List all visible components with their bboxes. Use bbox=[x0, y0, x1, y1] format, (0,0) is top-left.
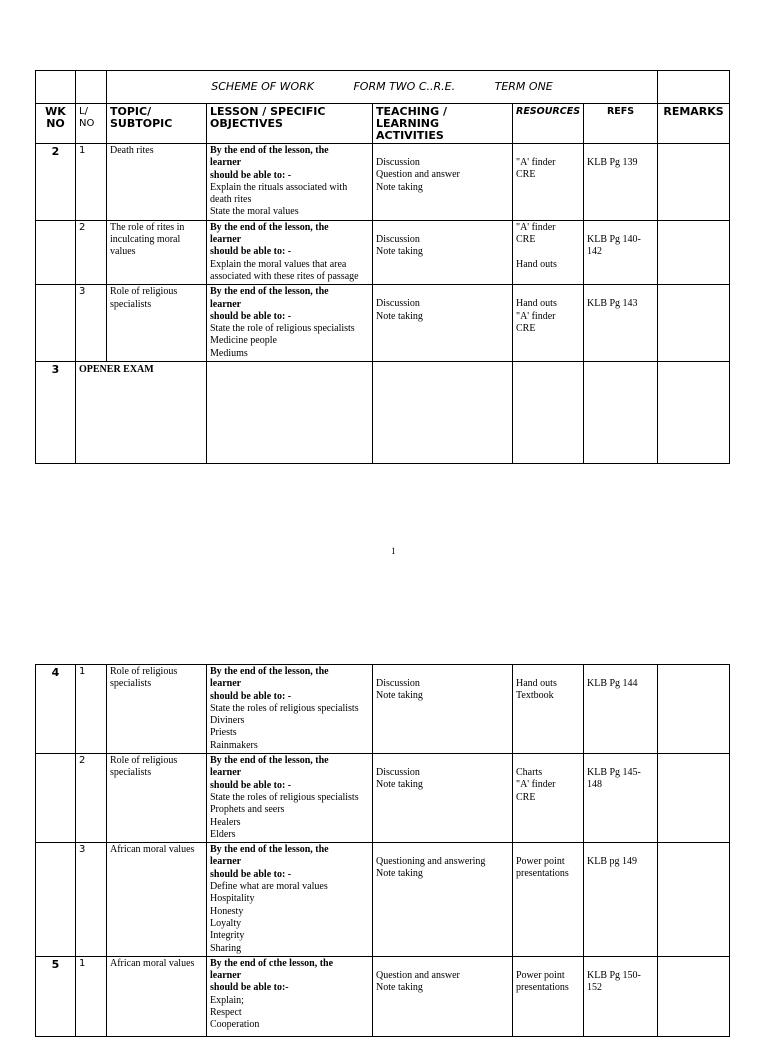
resource-line: CRE bbox=[516, 234, 536, 246]
lesson-number: 1 bbox=[76, 956, 107, 1036]
activity-line: Discussion bbox=[376, 157, 420, 168]
remarks-cell bbox=[658, 956, 730, 1036]
topic-cell: African moral values bbox=[107, 956, 207, 1036]
refs-cell: KLB Pg 150-152 bbox=[584, 956, 658, 1036]
resource-line: CRE bbox=[516, 322, 536, 334]
resource-line: Power point presentations bbox=[516, 969, 569, 994]
objectives-cell bbox=[207, 220, 373, 284]
activity-line: Discussion bbox=[376, 678, 420, 689]
resource-line: "A' finder bbox=[516, 779, 556, 791]
title-form: FORM TWO C..R.E. bbox=[353, 80, 456, 93]
week-number bbox=[36, 843, 76, 957]
page-number: 1 bbox=[391, 546, 396, 556]
objective-line: Healers bbox=[210, 816, 241, 828]
activity-line: Questioning and answering bbox=[376, 856, 486, 868]
objective-intro-line: should be able to: - bbox=[210, 779, 292, 791]
objective-line: Integrity bbox=[210, 930, 245, 942]
activity-line: Note taking bbox=[376, 690, 423, 702]
resource-line: "A' finder bbox=[516, 221, 556, 233]
lesson-row bbox=[36, 956, 730, 1036]
week-number: 3 bbox=[36, 362, 76, 464]
objective-line: Hospitality bbox=[210, 893, 255, 905]
objective-line: Explain; bbox=[210, 994, 244, 1006]
objective-line: Explain the moral values that area bbox=[210, 258, 347, 270]
activity-line: Discussion bbox=[376, 233, 420, 245]
week-number: 2 bbox=[36, 144, 76, 221]
refs-cell: KLB Pg 143 bbox=[584, 285, 658, 362]
activity-line: Discussion bbox=[376, 298, 420, 310]
resources-cell bbox=[513, 754, 584, 843]
resource-line: Charts bbox=[516, 767, 543, 779]
activity-line: Note taking bbox=[376, 779, 423, 791]
opener-exam-label: OPENER EXAM bbox=[76, 362, 207, 464]
objective-intro-line: learner bbox=[210, 767, 242, 779]
objective-line: Priests bbox=[210, 727, 237, 739]
lesson-row bbox=[36, 665, 730, 754]
objective-intro-line: should be able to: - bbox=[210, 246, 292, 258]
refs-cell: KLB Pg 140-142 bbox=[584, 220, 658, 284]
resources-cell bbox=[513, 220, 584, 284]
activity-line: Question and answer bbox=[376, 969, 460, 981]
header-activities: TEACHING / LEARNING ACTIVITIES bbox=[373, 104, 513, 144]
topic-cell: The role of rites in inculcating moral values bbox=[107, 220, 207, 284]
resource-line: Textbook bbox=[516, 690, 554, 702]
activities-cell bbox=[373, 220, 513, 284]
refs-cell: KLB pg 149 bbox=[584, 843, 658, 957]
objective-intro-line: should be able to: - bbox=[210, 690, 292, 702]
empty-cell bbox=[207, 362, 373, 464]
empty-cell bbox=[373, 362, 513, 464]
objective-intro-line: learner bbox=[210, 678, 242, 690]
objective-intro-line: learner bbox=[210, 157, 242, 169]
lesson-row bbox=[36, 220, 730, 284]
objective-intro-line: learner bbox=[210, 856, 242, 868]
objective-line: State the roles of religious specialists bbox=[210, 791, 359, 803]
activity-line: Question and answer bbox=[376, 169, 460, 181]
header-remarks: REMARKS bbox=[658, 104, 730, 144]
resources-cell bbox=[513, 665, 584, 754]
lesson-row bbox=[36, 285, 730, 362]
remarks-cell bbox=[658, 144, 730, 221]
week-number: 4 bbox=[36, 665, 76, 754]
lesson-number: 2 bbox=[76, 754, 107, 843]
objective-intro-line: should be able to: - bbox=[210, 310, 292, 322]
activities-cell bbox=[373, 144, 513, 221]
objective-intro-line: By the end of the lesson, the bbox=[210, 844, 329, 856]
objective-line: Sharing bbox=[210, 942, 242, 954]
header-resources: RESOURCES bbox=[513, 104, 584, 144]
objectives-cell bbox=[207, 285, 373, 362]
resource-line: CRE bbox=[516, 169, 536, 181]
objective-intro-line: learner bbox=[210, 234, 242, 246]
lesson-number: 1 bbox=[76, 144, 107, 221]
empty-cell bbox=[584, 362, 658, 464]
header-objectives: LESSON / SPECIFIC OBJECTIVES bbox=[207, 104, 373, 144]
objectives-cell bbox=[207, 665, 373, 754]
resource-line: Hand outs bbox=[516, 298, 557, 310]
objective-line: Explain the rituals associated with bbox=[210, 181, 348, 193]
resources-cell bbox=[513, 956, 584, 1036]
lesson-number: 1 bbox=[76, 665, 107, 754]
resource-line: "A' finder bbox=[516, 157, 556, 168]
lesson-row bbox=[36, 754, 730, 843]
objective-intro-line: By the end of the lesson, the bbox=[210, 666, 329, 677]
title-row bbox=[36, 71, 730, 104]
remarks-cell bbox=[658, 220, 730, 284]
header-topic: TOPIC/ SUBTOPIC bbox=[107, 104, 207, 144]
objective-intro-line: should be able to: - bbox=[210, 868, 292, 880]
activity-line: Note taking bbox=[376, 310, 423, 322]
activity-line: Discussion bbox=[376, 767, 420, 779]
objectives-cell bbox=[207, 754, 373, 843]
resources-cell bbox=[513, 843, 584, 957]
activities-cell bbox=[373, 956, 513, 1036]
objective-intro-line: By the end of cthe lesson, the bbox=[210, 957, 334, 969]
week-number bbox=[36, 285, 76, 362]
remarks-cell bbox=[658, 665, 730, 754]
title-scheme: SCHEME OF WORK bbox=[211, 80, 314, 93]
objective-intro-line: should be able to:- bbox=[210, 982, 289, 994]
week-number bbox=[36, 220, 76, 284]
activities-cell bbox=[373, 665, 513, 754]
week-number bbox=[36, 754, 76, 843]
lesson-row bbox=[36, 144, 730, 221]
objectives-cell bbox=[207, 144, 373, 221]
lesson-number: 3 bbox=[76, 285, 107, 362]
objective-line: State the role of religious specialists bbox=[210, 323, 355, 335]
refs-cell: KLB Pg 145-148 bbox=[584, 754, 658, 843]
objective-line: Rainmakers bbox=[210, 739, 258, 751]
objective-line: Define what are moral values bbox=[210, 881, 328, 893]
objective-line: death rites bbox=[210, 194, 252, 206]
objective-line: Honesty bbox=[210, 905, 244, 917]
topic-cell: Role of religious specialists bbox=[107, 665, 207, 754]
activities-cell bbox=[373, 843, 513, 957]
lesson-number: 2 bbox=[76, 220, 107, 284]
activity-line: Note taking bbox=[376, 982, 423, 994]
objective-intro-line: By the end of the lesson, the bbox=[210, 286, 329, 298]
resource-line: Power point presentations bbox=[516, 856, 569, 880]
objective-line: Respect bbox=[210, 1007, 242, 1019]
remarks-cell bbox=[658, 754, 730, 843]
empty-cell bbox=[658, 362, 730, 464]
header-row bbox=[36, 104, 730, 144]
objective-line: Cooperation bbox=[210, 1019, 260, 1031]
resource-line: CRE bbox=[516, 791, 536, 803]
topic-cell: Role of religious specialists bbox=[107, 754, 207, 843]
header-wk-no: WK NO bbox=[36, 104, 76, 144]
scheme-of-work-table-page-2 bbox=[35, 664, 730, 1037]
document-title bbox=[107, 71, 658, 104]
objective-intro-line: By the end of the lesson, the bbox=[210, 221, 329, 233]
topic-cell: African moral values bbox=[107, 843, 207, 957]
resources-cell bbox=[513, 144, 584, 221]
objective-line: State the moral values bbox=[210, 206, 299, 218]
activities-cell bbox=[373, 754, 513, 843]
objective-line: Elders bbox=[210, 828, 236, 840]
remarks-cell bbox=[658, 843, 730, 957]
objectives-cell bbox=[207, 843, 373, 957]
topic-cell: Role of religious specialists bbox=[107, 285, 207, 362]
remarks-cell bbox=[658, 285, 730, 362]
resource-line: Hand outs bbox=[516, 678, 557, 689]
resource-line: Hand outs bbox=[516, 258, 557, 270]
page-1-rows bbox=[36, 144, 730, 464]
activity-line: Note taking bbox=[376, 868, 423, 880]
objective-intro-line: By the end of the lesson, the bbox=[210, 755, 329, 767]
lesson-number: 3 bbox=[76, 843, 107, 957]
objective-line: associated with these rites of passage bbox=[210, 270, 359, 282]
refs-cell: KLB Pg 144 bbox=[584, 665, 658, 754]
objective-line: State the roles of religious specialists bbox=[210, 702, 359, 714]
scheme-of-work-table-page-1 bbox=[35, 70, 730, 464]
resource-line: "A' finder bbox=[516, 310, 556, 322]
resources-cell bbox=[513, 285, 584, 362]
refs-cell: KLB Pg 139 bbox=[584, 144, 658, 221]
objective-intro-line: By the end of the lesson, the bbox=[210, 145, 329, 156]
week-number: 5 bbox=[36, 956, 76, 1036]
empty-cell bbox=[513, 362, 584, 464]
header-lesson-no: L/ NO bbox=[76, 104, 107, 144]
activity-line: Note taking bbox=[376, 246, 423, 258]
title-term: TERM ONE bbox=[494, 80, 553, 93]
objectives-cell bbox=[207, 956, 373, 1036]
resource-line bbox=[516, 246, 580, 258]
opener-exam-row bbox=[36, 362, 730, 464]
header-refs: REFS bbox=[584, 104, 658, 144]
objective-intro-line: learner bbox=[210, 970, 242, 982]
objective-line: Mediums bbox=[210, 347, 248, 359]
lesson-row bbox=[36, 843, 730, 957]
objective-intro-line: learner bbox=[210, 298, 242, 310]
page-2-rows bbox=[36, 665, 730, 1037]
activities-cell bbox=[373, 285, 513, 362]
objective-intro-line: should be able to: - bbox=[210, 169, 292, 181]
topic-cell: Death rites bbox=[107, 144, 207, 221]
objective-line: Loyalty bbox=[210, 917, 242, 929]
objective-line: Medicine people bbox=[210, 335, 277, 347]
activity-line: Note taking bbox=[376, 181, 423, 193]
objective-line: Prophets and seers bbox=[210, 804, 285, 816]
objective-line: Diviners bbox=[210, 715, 245, 727]
